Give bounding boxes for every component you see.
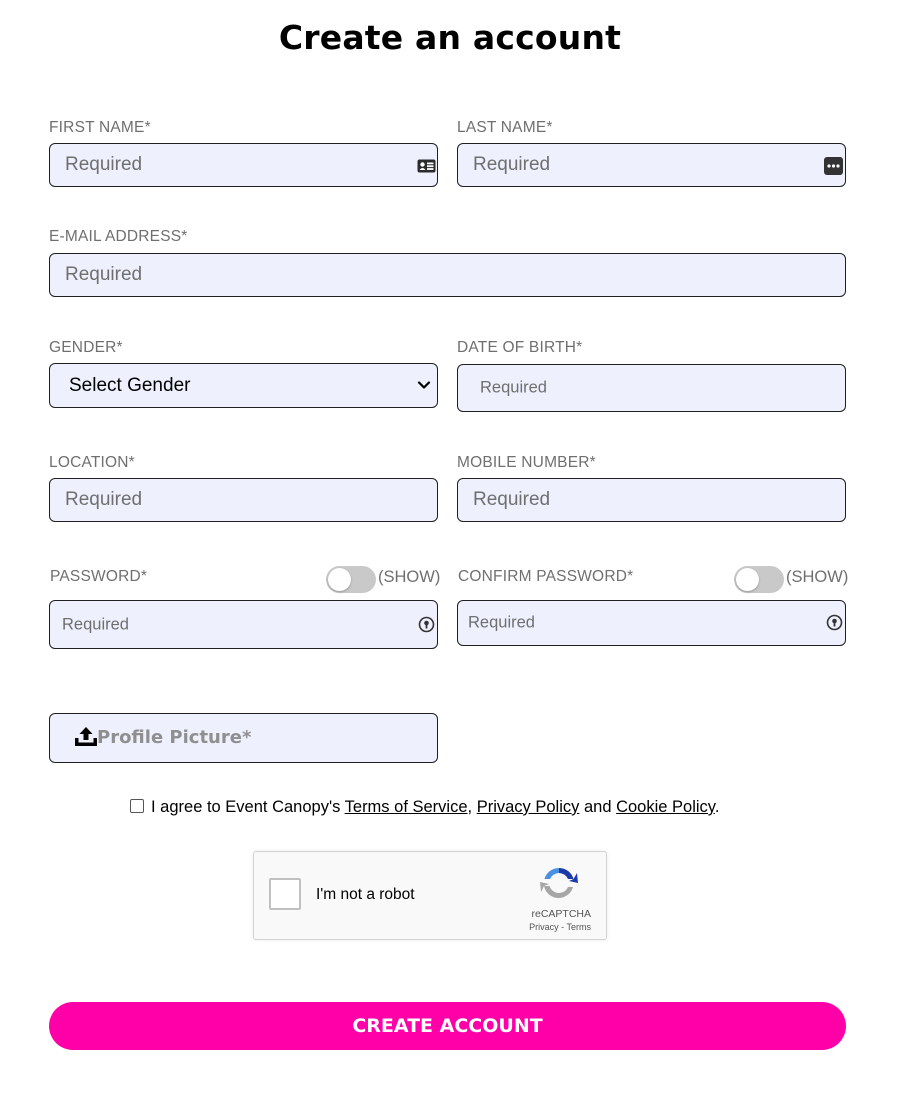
confirm-password-show-toggle[interactable] — [734, 566, 784, 593]
last-name-input[interactable] — [457, 143, 846, 187]
terms-of-service-link[interactable]: Terms of Service — [344, 798, 468, 816]
page-title: Create an account — [278, 18, 622, 57]
gender-select[interactable] — [49, 363, 438, 408]
dob-input[interactable] — [457, 364, 846, 412]
recaptcha-logo-icon — [540, 864, 578, 902]
confirm-password-label: CONFIRM PASSWORD* — [458, 568, 634, 585]
privacy-policy-link[interactable]: Privacy Policy — [476, 798, 580, 816]
create-account-label: CREATE ACCOUNT — [352, 1015, 543, 1037]
terms-checkbox[interactable] — [130, 799, 144, 813]
terms-agreement — [130, 798, 719, 817]
cookie-policy-link[interactable]: Cookie Policy — [616, 798, 715, 816]
location-input[interactable] — [49, 478, 438, 522]
chevron-down-icon — [417, 378, 431, 392]
confirm-password-show-label: (SHOW) — [786, 568, 849, 586]
email-label: E-MAIL ADDRESS* — [49, 228, 188, 245]
toggle-knob — [328, 568, 351, 591]
last-name-placeholder: Required — [473, 154, 551, 175]
location-label: LOCATION* — [49, 454, 135, 471]
mobile-placeholder: Required — [473, 489, 551, 510]
password-show-label: (SHOW) — [378, 568, 441, 586]
confirm-password-placeholder: Required — [468, 613, 535, 632]
recaptcha-brand: reCAPTCHA — [531, 908, 591, 920]
recaptcha-widget — [253, 851, 607, 940]
first-name-input[interactable] — [49, 143, 438, 187]
location-placeholder: Required — [65, 489, 143, 510]
password-key-icon[interactable] — [826, 614, 843, 631]
confirm-password-input[interactable] — [457, 600, 846, 646]
mobile-input[interactable] — [457, 478, 846, 522]
gender-selected-value: Select Gender — [69, 374, 191, 396]
dob-placeholder: Required — [480, 378, 547, 397]
password-show-toggle[interactable] — [326, 566, 376, 593]
agreement-prefix: I agree to Event Canopy's — [151, 798, 345, 816]
toggle-knob — [736, 568, 759, 591]
dob-label: DATE OF BIRTH* — [457, 339, 583, 356]
password-placeholder: Required — [62, 615, 129, 633]
profile-picture-label: Profile Picture* — [97, 727, 252, 748]
contact-card-icon[interactable] — [417, 159, 436, 173]
mobile-label: MOBILE NUMBER* — [457, 454, 596, 471]
recaptcha-privacy-terms-links[interactable]: Privacy - Terms — [529, 922, 591, 932]
first-name-label: FIRST NAME* — [49, 119, 151, 136]
first-name-placeholder: Required — [65, 154, 143, 175]
recaptcha-label: I'm not a robot — [316, 886, 415, 903]
gender-label: GENDER* — [49, 339, 123, 356]
agreement-sep-1: , — [467, 798, 477, 816]
agreement-suffix: . — [714, 798, 720, 816]
email-placeholder: Required — [65, 264, 143, 285]
profile-picture-upload[interactable] — [49, 713, 438, 763]
recaptcha-checkbox[interactable] — [269, 878, 301, 910]
password-label: PASSWORD* — [50, 568, 148, 585]
upload-icon — [74, 726, 98, 748]
password-input[interactable] — [49, 600, 438, 649]
last-name-label: LAST NAME* — [457, 119, 553, 136]
more-dots-icon[interactable] — [824, 157, 843, 175]
password-key-icon[interactable] — [418, 616, 435, 633]
agreement-sep-2: and — [579, 798, 617, 816]
email-input[interactable] — [49, 253, 846, 297]
create-account-button[interactable] — [49, 1002, 846, 1050]
